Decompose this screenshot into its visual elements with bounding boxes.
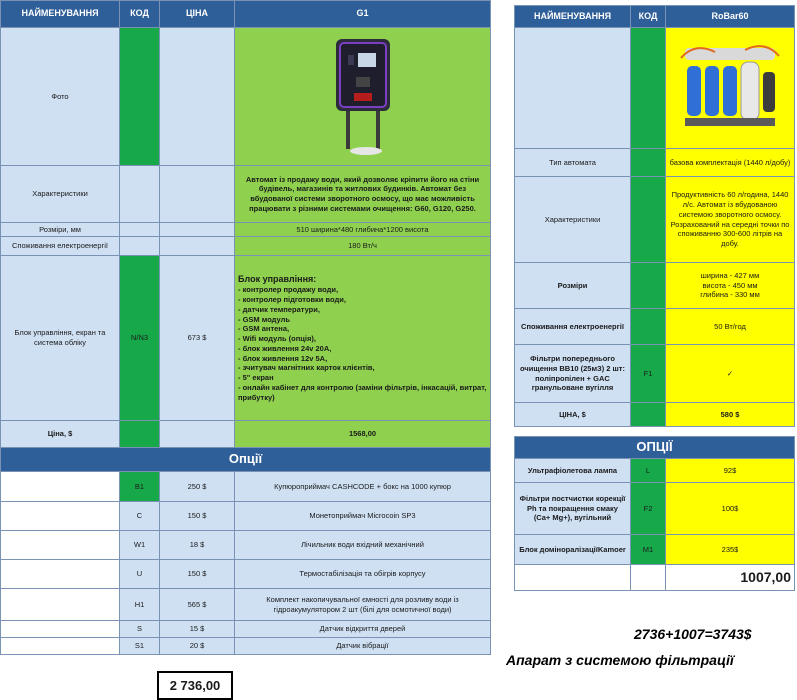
header-product: G1	[235, 1, 491, 28]
vending-machine-image	[328, 33, 398, 161]
control-item: - онлайн кабінет для контролю (заміни фільтрів, інкасацій, витрат, прибутку)	[238, 382, 487, 402]
option-row: W1 18 $ Лічильник води вхідний механічний	[1, 531, 491, 560]
row-label-size: Розміри, мм	[1, 223, 120, 237]
option-row: Ультрафіолетова лампа L 92$	[515, 459, 795, 483]
control-item: - Wifi модуль (опція),	[238, 334, 316, 344]
sum-note: 2736+1007=3743$	[634, 626, 752, 642]
row-label-power: Споживання електроенергії	[1, 237, 120, 256]
control-item: - контролер підготовки води,	[238, 295, 346, 305]
option-row: Фільтри постчистки корекції Ph та покращення смаку (Ca+ Mg+), вугільний F2 100$	[515, 483, 795, 535]
robar60-price: 580 $	[666, 403, 795, 427]
option-row: S1 20 $ Датчик вібрації	[1, 638, 491, 655]
control-item: - блок живлення 24v 20A,	[238, 343, 332, 353]
control-item: - GSM модуль	[238, 314, 290, 324]
right-row-label-size: Розміри	[515, 263, 631, 309]
header-name: НАЙМЕНУВАННЯ	[1, 1, 120, 28]
robar60-features: Продуктивність 60 л/година, 1440 л/с. Автомат із вбудованою системою зворотного осмосу. Розрахований на середні точки по споживанню 300-600 літрів на добу.	[666, 177, 795, 263]
robar60-power: 50 Вт/год	[666, 309, 795, 345]
control-code: N/N3	[120, 256, 160, 421]
right-row-label-price: ЦІНА, $	[515, 403, 631, 427]
control-item: - блок живлення 12v 5A,	[238, 353, 328, 363]
g1-total: 2 736,00	[157, 671, 233, 700]
g1-price: 1568,00	[235, 421, 491, 448]
option-row: C 150 $ Монетоприймач Microcoin SP3	[1, 502, 491, 531]
robar60-size: ширина - 427 мм висота - 450 мм глибина - 330 мм	[666, 263, 795, 309]
robar60-price-table	[514, 5, 795, 591]
filtration-unit-image	[675, 38, 785, 138]
right-options-title: ОПЦІЇ	[515, 437, 795, 459]
g1-control-block	[235, 256, 491, 421]
filters-code: F1	[631, 345, 666, 403]
right-row-label-power: Споживання електроенергії	[515, 309, 631, 345]
g1-size: 510 ширина*480 глибина*1200 висота	[235, 223, 491, 237]
right-row-label-features: Характеристики	[515, 177, 631, 263]
robar60-total: 1007,00	[666, 565, 795, 591]
g1-features: Автомат із продажу води, який дозволяє кріпити його на стіни будівель, магазинів та житлових будинків. Автомат без вбудованої системи зворотного осмосу, що має можливість працювати з різними системами очищення: G60, G120, G250.	[235, 166, 491, 223]
control-price: 673 $	[160, 256, 235, 421]
option-row: H1 565 $ Комплект накопичувальної ємності для розливу води із гідроакумулятором 2 шт (білі для осмотичної води)	[1, 589, 491, 621]
g1-photo	[235, 28, 491, 166]
g1-power: 180 Вт/ч	[235, 237, 491, 256]
right-header-product: RoBar60	[666, 6, 795, 28]
row-label-features: Характеристики	[1, 166, 120, 223]
right-row-label-filters: Фільтри попереднього очищення BB10 (25мЗ) 2 шт: поліпропілен + GAC гранульоване вугілля	[515, 345, 631, 403]
right-header-code: КОД	[631, 6, 666, 28]
control-item: - датчик температури,	[238, 304, 320, 314]
control-item: - 5" екран	[238, 373, 274, 383]
option-row: U 150 $ Термостабілізація та обігрів корпусу	[1, 560, 491, 589]
robar60-photo	[666, 28, 795, 149]
control-title: Блок управління:	[238, 273, 317, 284]
right-header-name: НАЙМЕНУВАННЯ	[515, 6, 631, 28]
filters-check-icon: ✓	[666, 345, 795, 403]
robar60-type: базова комплектація (1440 л/добу)	[666, 149, 795, 177]
control-item: - зчитувач магнітних карток клієнтів,	[238, 363, 375, 373]
row-label-control: Блок управління, екран та система обліку	[1, 256, 120, 421]
control-item: - контролер продажу води,	[238, 285, 339, 295]
option-row: S 15 $ Датчик відкриття дверей	[1, 621, 491, 638]
row-label-price: Ціна, $	[1, 421, 120, 448]
row-label-photo: Фото	[1, 28, 120, 166]
right-row-label-type: Тип автомата	[515, 149, 631, 177]
option-row: Блок доміноралізаціїKamoer M1 235$	[515, 535, 795, 565]
header-code: КОД	[120, 1, 160, 28]
options-title: Опції	[1, 448, 491, 472]
caption-note: Апарат з системою фільтрації	[506, 652, 734, 668]
option-row: B1 250 $ Купюроприймач CASHCODE + бокс на 1000 купюр	[1, 472, 491, 502]
control-item: - GSM антена,	[238, 324, 290, 334]
header-price: ЦІНА	[160, 1, 235, 28]
